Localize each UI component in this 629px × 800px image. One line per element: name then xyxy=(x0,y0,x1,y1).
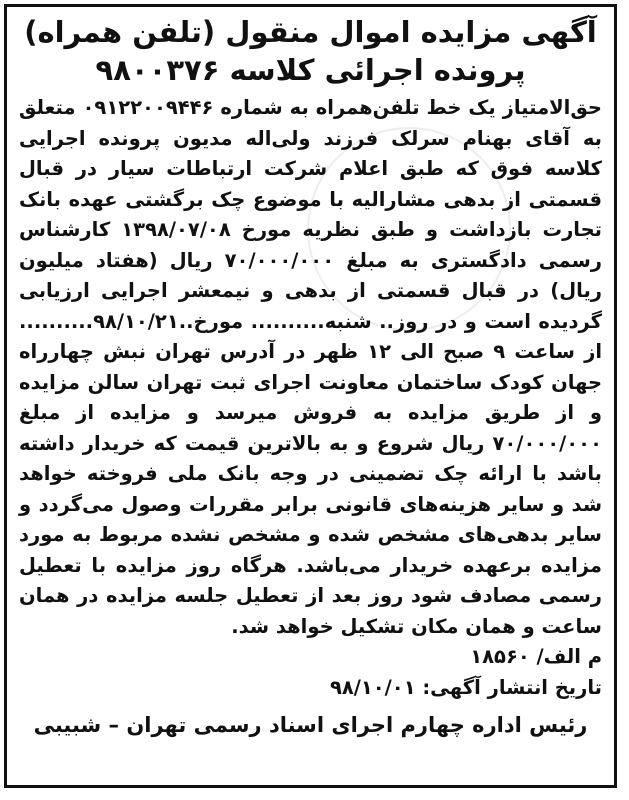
notice-body: حق‌الامتیاز یک خط تلفن‌همراه به شماره ۰۹۱۲۲۰۰۹۴۴۶ متعلق به آقای بهنام سرلک فرزند ولی‌اله مدیون پرونده اجرایی کلاسه فوق که طبق اعلام شرکت ارتباطات سیار در قبال قسمتی از بدهی مشارالیه با موضوع چک برگشتی عهده بانک تجارت بازداشت و طبق نظریه مورخ ۱۳۹۸/۰۷/۰۸ کارشناس رسمی دادگستری به مبلغ ۷۰/۰۰۰/۰۰۰ ریال (هفتاد میلیون ریال) در قبال قسمتی از بدهی و نیمعشر اجرایی ارزیابی گردیده است و در روز.. شنبه.......... مورخ..۹۸/۱۰/۲۱.......... از ساعت ۹ صبح الی ۱۲ ظهر در آدرس تهران نبش چهارراه جهان کودک ساختمان معاونت اجرای ثبت تهران سالن مزایده و از طریق مزایده به فروش میرسد و مزایده از مبلغ ۷۰/۰۰۰/۰۰۰ ریال شروع و به بالاترین قیمت که خریدار داشته باشد با ارائه چک تضمینی در وجه بانک ملی فروخته خواهد شد و سایر هزینه‌های قانونی برابر مقررات وصول می‌گردد و سایر بدهی‌های مشخص شده و مشخص نشده مربوط به مورد مزایده برعهده خریدار می‌باشد. هرگاه روز مزایده با تعطیل رسمی مصادف شود روز بعد از تعطیل جلسه مزایده در همان ساعت و همان مکان تشکیل خواهد شد. xyxy=(19,96,603,638)
reference-number: م الف/ ۱۸۵۶۰ xyxy=(470,645,602,668)
case-number-title: پرونده اجرائی کلاسه ۹۸۰۰۳۷۶ xyxy=(95,53,526,87)
notice-title: آگهی مزایده اموال منقول (تلفن همراه) xyxy=(24,15,597,49)
publish-date: تاریخ انتشار آگهی: ۹۸/۱۰/۰۱ xyxy=(329,675,602,699)
signature: رئیس اداره چهارم اجرای اسناد رسمی تهران – شبیبی xyxy=(33,713,588,737)
auction-notice xyxy=(4,4,617,788)
